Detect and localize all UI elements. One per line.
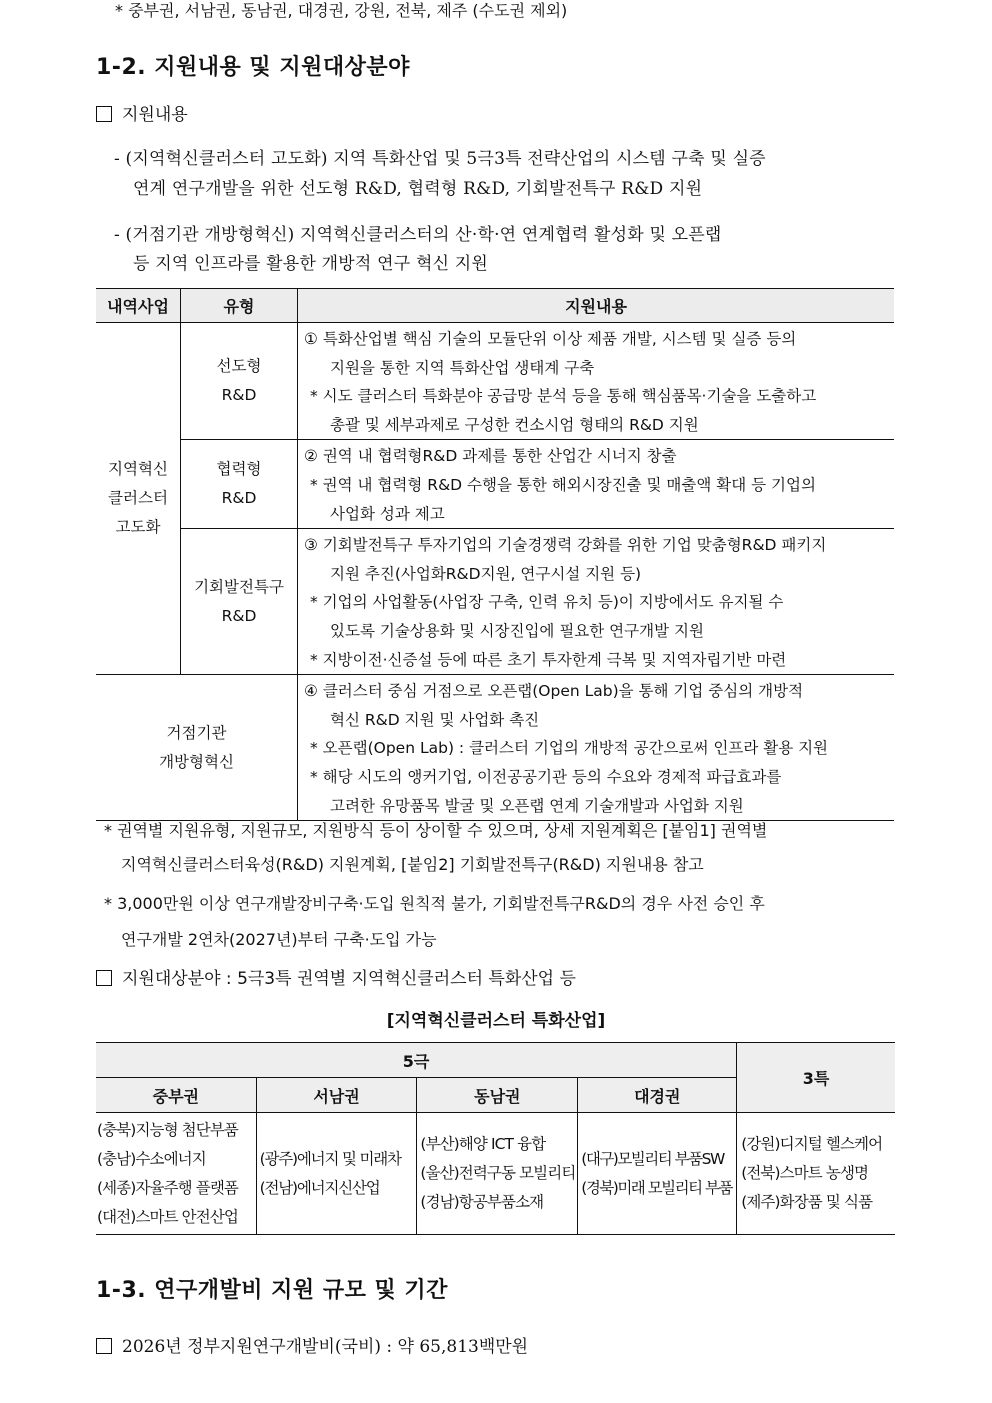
note-2-line2: 연구개발 2연차(2027년)부터 구축·도입 가능 [121,930,437,949]
business-line: 개방형혁신 [159,752,234,771]
header-business: 내역사업 [96,289,181,323]
industry-item: (대구)모빌리티 부품SW [581,1149,724,1168]
industry-cell-seonam [256,1113,417,1235]
support-content-table [96,288,894,821]
industry-item: (부산)해양 ICT 융합 [420,1135,546,1153]
industry-cell-dongnam [417,1113,578,1235]
support-content-label [96,100,188,125]
content-cell [298,323,895,440]
industry-item: (충북)지능형 첨단부품 [97,1120,238,1139]
content-line: 있도록 기술상용화 및 시장진입에 필요한 연구개발 지원 [330,621,704,640]
table-row [96,323,894,440]
industry-item: (충남)수소에너지 [97,1149,206,1168]
content-line: * 해당 시도의 앵커기업, 이전공공기관 등의 수요와 경제적 파급효과를 [310,767,782,786]
business-line: 지역혁신 [108,460,168,479]
industry-cell-daegyeong [578,1113,737,1235]
industry-item: (전남)에너지신산업 [259,1178,380,1197]
content-line: 지원 추진(사업화R&D지원, 연구시설 지원 등) [330,564,642,583]
checkbox-square-icon [96,970,112,986]
bullet-1-line2: 연계 연구개발을 위한 선도형 R&D, 협력형 R&D, 기회발전특구 R&D 지원 [133,179,703,199]
section-heading-1-3: 1-3. 연구개발비 지원 규모 및 기간 [96,1278,448,1303]
content-line: 사업화 성과 제고 [330,504,445,523]
support-label-text: 지원내용 [122,105,188,125]
bullet-2-line1: - (거점기관 개방형혁신) 지역혁신클러스터의 산·학·연 연계협력 활성화 및 오픈랩 [114,225,722,245]
section-heading-1-2: 1-2. 지원내용 및 지원대상분야 [96,55,410,80]
checkbox-square-icon [96,1338,112,1354]
note-1-line1: * 권역별 지원유형, 지원규모, 지원방식 등이 상이할 수 있으며, 상세 지원계획은 [붙임1] 권역별 [104,821,768,840]
industry-cell-3teuk [737,1113,895,1235]
industry-data-row [96,1113,895,1235]
header-3teuk: 3특 [737,1043,895,1113]
type-line: 선도형 [216,357,262,376]
industry-item: (제주)화장품 및 식품 [741,1193,873,1211]
business-cell-cluster [96,323,181,675]
content-line: ③ 기회발전특구 투자기업의 기술경쟁력 강화를 위한 기업 맞춤형R&D 패키지 [304,536,827,555]
note-1-line2: 지역혁신클러스터육성(R&D) 지원계획, [붙임2] 기회발전특구(R&D) 지원내용 참고 [121,855,704,874]
industry-item: (세종)자율주행 플랫폼 [97,1178,238,1197]
region-note: * 중부권, 서남권, 동남권, 대경권, 강원, 전북, 제주 (수도권 제외) [115,1,568,20]
budget-text: 2026년 정부지원연구개발비(국비) : 약 65,813백만원 [122,1337,529,1357]
industry-item: (광주)에너지 및 미래차 [259,1149,401,1168]
region-header: 중부권 [96,1078,256,1113]
header-5geuk: 5극 [96,1043,737,1078]
region-header: 동남권 [417,1078,578,1113]
content-line: * 지방이전·신증설 등에 따른 초기 투자한계 극복 및 지역자립기반 마련 [310,650,787,669]
content-line: * 오픈랩(Open Lab) : 클러스터 기업의 개방적 공간으로써 인프라 활용 지원 [310,739,829,758]
checkbox-square-icon [96,106,112,122]
content-line: ④ 클러스터 중심 거점으로 오픈랩(Open Lab)을 통해 기업 중심의 개방적 [304,682,804,701]
type-line: R&D [221,386,257,405]
table-row [96,440,894,529]
industry-item: (대전)스마트 안전산업 [97,1207,238,1226]
type-cell [181,440,298,529]
business-line: 거점기관 [166,723,227,742]
industry-item: (강원)디지털 헬스케어 [741,1135,883,1153]
content-line: ② 권역 내 협력형R&D 과제를 통한 산업간 시너지 창출 [304,447,677,466]
business-line: 클러스터 [108,489,168,508]
business-cell-hub [96,675,298,821]
type-line: 협력형 [216,460,262,479]
content-cell [298,675,895,821]
header-type: 유형 [181,289,298,323]
type-cell [181,529,298,675]
content-cell [298,440,895,529]
table-header-row [96,289,894,323]
target-label-text: 지원대상분야 : 5극3특 권역별 지역혁신클러스터 특화산업 등 [122,969,576,989]
bullet-1-line1: - (지역혁신클러스터 고도화) 지역 특화산업 및 5극3특 전략산업의 시스템 구축 및 실증 [114,149,766,169]
content-cell [298,529,895,675]
industry-item: (전북)스마트 농생명 [741,1164,869,1182]
industry-table-title: [지역혁신클러스터 특화산업] [386,1011,606,1031]
industry-item: (경북)미래 모빌리티 부품 [581,1178,732,1197]
industry-item: (경남)항공부품소재 [420,1193,544,1211]
content-line: 총괄 및 세부과제로 구성한 컨소시엄 형태의 R&D 지원 [330,415,699,434]
content-line: ① 특화산업별 핵심 기술의 모듈단위 이상 제품 개발, 시스템 및 실증 등의 [304,330,797,348]
industry-cell-jungbu [96,1113,256,1235]
table-row [96,529,894,675]
content-line: 고려한 유망품목 발굴 및 오픈랩 연계 기술개발과 사업화 지원 [330,796,744,815]
content-line: * 시도 클러스터 특화분야 공급망 분석 등을 통해 핵심품목·기술을 도출하고 [310,387,817,406]
business-line: 고도화 [115,518,161,537]
industry-header-row [96,1043,895,1078]
note-2-line1: * 3,000만원 이상 연구개발장비구축·도입 원칙적 불가, 기회발전특구R&D의 경우 사전 승인 후 [104,894,765,913]
content-line: * 권역 내 협력형 R&D 수행을 통한 해외시장진출 및 매출액 확대 등 기업의 [310,475,816,494]
content-line: 지원을 통한 지역 특화산업 생태계 구축 [330,358,595,377]
type-line: R&D [221,606,257,625]
content-line: 혁신 R&D 지원 및 사업화 촉진 [330,710,540,729]
table-row [96,675,894,821]
region-header: 대경권 [578,1078,737,1113]
industry-item: (울산)전력구동 모빌리티 [420,1164,576,1182]
region-header: 서남권 [256,1078,417,1113]
type-line: R&D [221,489,257,508]
type-cell [181,323,298,440]
header-content: 지원내용 [298,289,895,323]
type-line: 기회발전특구 [194,577,284,596]
budget-label [96,1332,528,1357]
content-line: * 기업의 사업활동(사업장 구축, 인력 유치 등)이 지방에서도 유지될 수 [310,593,784,612]
target-field-label [96,964,576,989]
bullet-2-line2: 등 지역 인프라를 활용한 개방적 연구 혁신 지원 [133,254,489,274]
industry-table [96,1042,895,1235]
